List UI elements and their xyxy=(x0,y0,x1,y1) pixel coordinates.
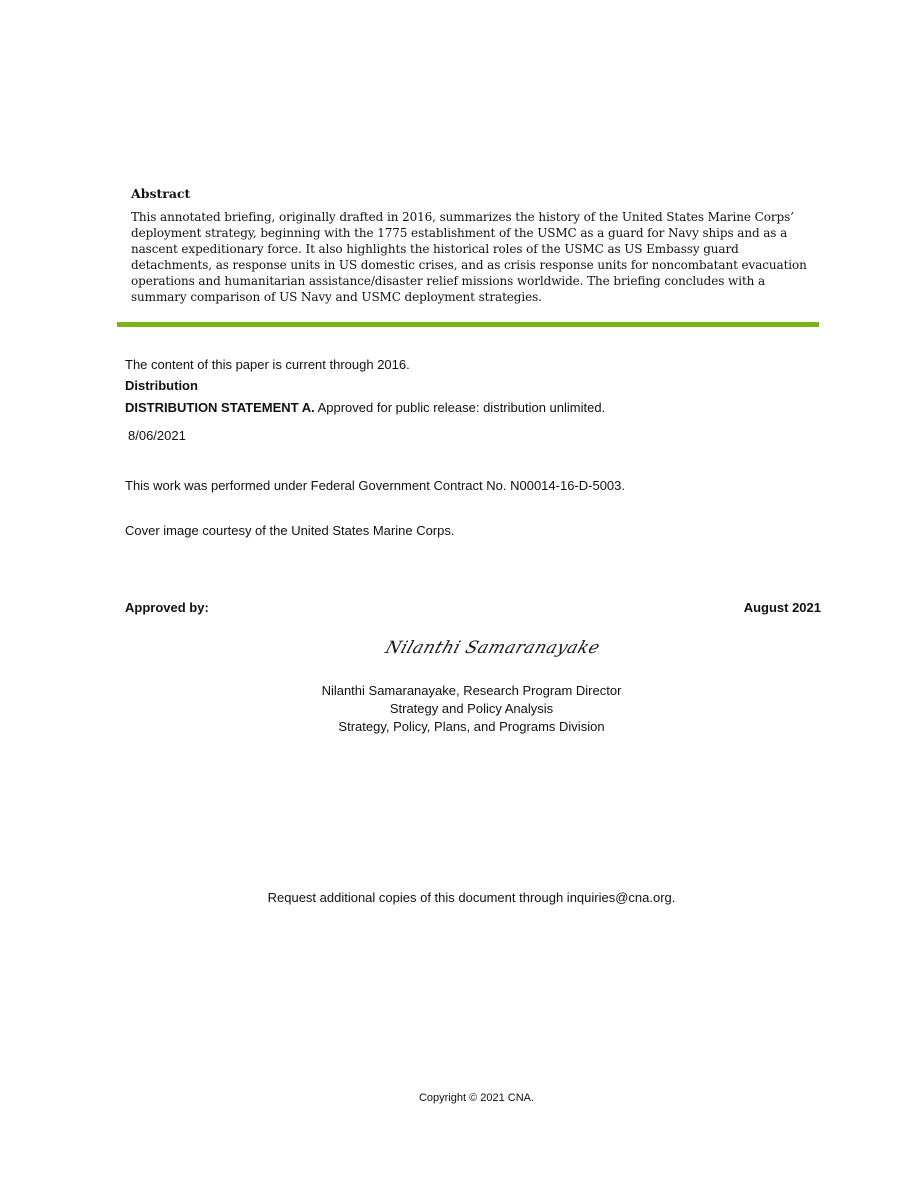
request-copies-note xyxy=(0,889,920,907)
distribution-heading: Distribution xyxy=(125,378,198,393)
copyright-notice: Copyright © 2021 CNA. xyxy=(418,1092,535,1104)
approver-program: Strategy and Policy Analysis xyxy=(389,701,554,716)
distribution-statement-text: Approved for public release: distribution unlimited. xyxy=(314,400,606,415)
approver-name-title: Nilanthi Samaranayake, Research Program Director xyxy=(321,683,622,698)
approval-date: August 2021 xyxy=(743,600,821,615)
contract-note: This work was performed under Federal Government Contract No. N00014-16-D-5003. xyxy=(125,478,626,493)
approved-by-label: Approved by: xyxy=(125,600,209,615)
request-copies-text: Request additional copies of this document through inquiries@cna.org. xyxy=(267,890,676,905)
distribution-statement xyxy=(125,400,605,415)
cover-image-note: Cover image courtesy of the United States Marine Corps. xyxy=(125,523,455,538)
currency-note: The content of this paper is current through 2016. xyxy=(125,357,410,372)
abstract-heading: Abstract xyxy=(131,186,191,201)
distribution-statement-label: DISTRIBUTION STATEMENT A. xyxy=(125,400,315,415)
abstract-section xyxy=(131,186,813,305)
signature: Nilanthi Samaranayake xyxy=(382,638,603,658)
approver-block xyxy=(0,682,920,736)
release-date: 8/06/2021 xyxy=(128,428,186,443)
section-divider xyxy=(117,322,819,327)
approver-division: Strategy, Policy, Plans, and Programs Division xyxy=(338,719,605,734)
abstract-body: This annotated briefing, originally drafted in 2016, summarizes the history of the United States Marine Corps’ deployment strategy, beginning with the 1775 establishment of the USMC as a guard for Navy ships and as a nascent expeditionary force. It also highlights the historical roles of the USMC as US Embassy guard detachments, as response units in US domestic crises, and as crisis response units for noncombatant evacuation operations and humanitarian assistance/disaster relief missions worldwide. The briefing concludes with a summary comparison of US Navy and USMC deployment strategies. xyxy=(131,210,807,304)
